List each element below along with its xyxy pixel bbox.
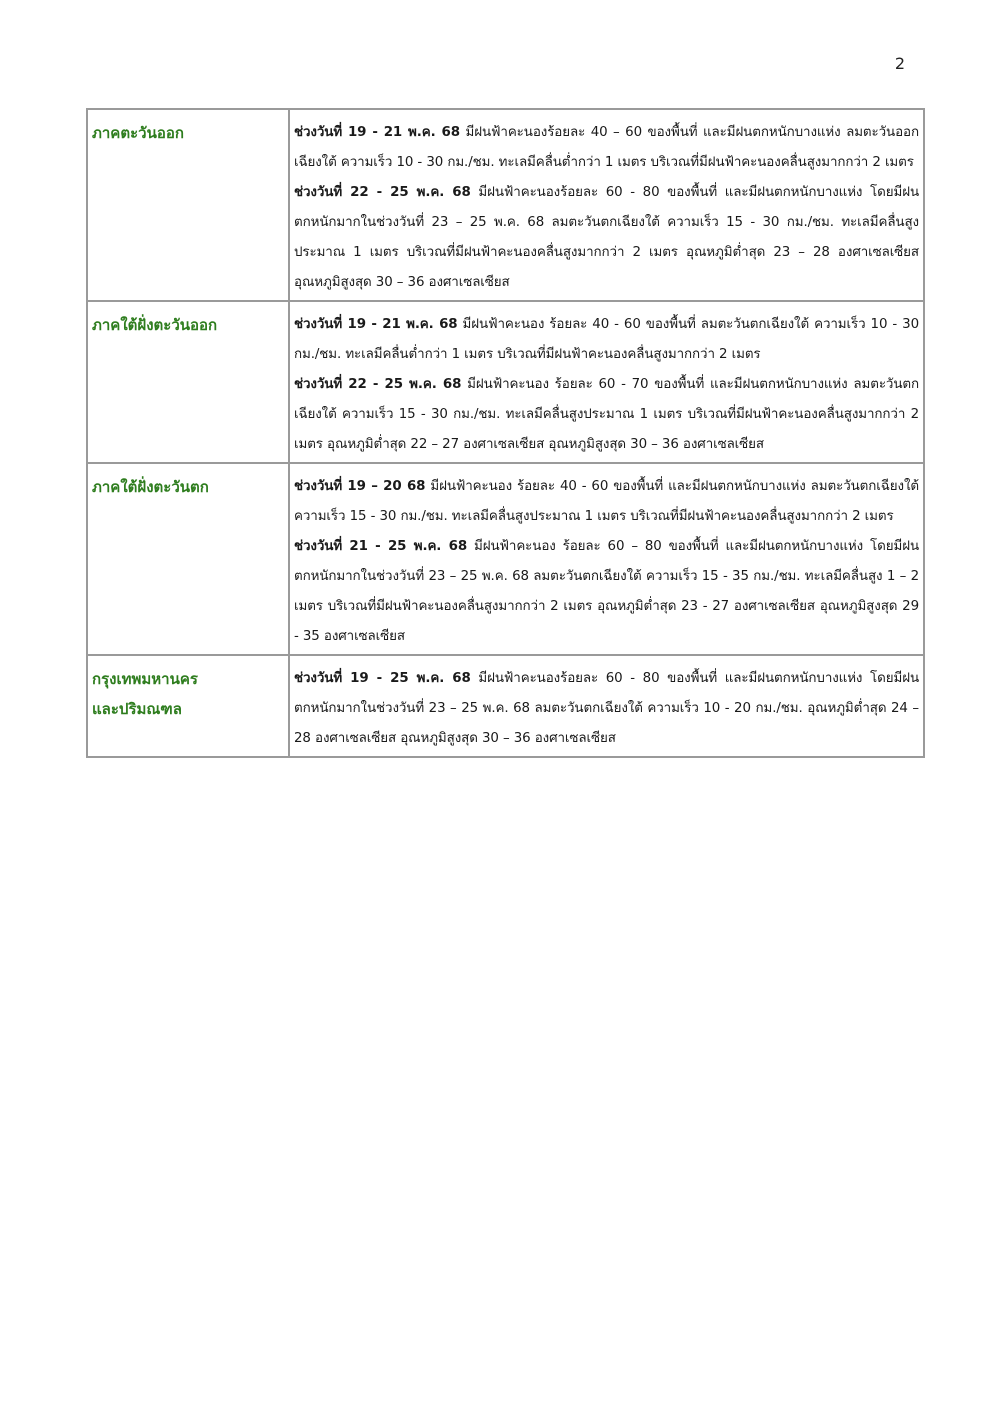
forecast-period	[294, 118, 919, 178]
forecast-cell	[289, 463, 924, 655]
period-text: มีฝนฟ้าคะนองร้อยละ 40 – 60 ของพื้นที่ และมีฝนตกหนักบางแห่ง ลมตะวันออกเฉียงใต้ ความเร็ว 10 - 30 กม./ชม. ทะเลมีคลื่นต่ำกว่า 1 เมตร บริเวณที่มีฝนฟ้าคะนองคลื่นสูงมากกว่า 2 เมตร	[294, 125, 919, 170]
period-label: ช่วงวันที่ 19 – 20 68	[294, 479, 426, 494]
period-label: ช่วงวันที่ 22 - 25 พ.ค. 68	[294, 185, 471, 200]
forecast-table	[86, 108, 925, 758]
period-text: มีฝนฟ้าคะนองร้อยละ 60 - 80 ของพื้นที่ และมีฝนตกหนักบางแห่ง โดยมีฝนตกหนักมากในช่วงวันที่ 23 – 25 พ.ค. 68 ลมตะวันตกเฉียงใต้ ความเร็ว 15 - 30 กม./ชม. ทะเลมีคลื่นสูงประมาณ 1 เมตร บริเวณที่มีฝนฟ้าคะนองคลื่นสูงมากกว่า 2 เมตร อุณหภูมิต่ำสุด 23 – 28 องศาเซลเซียส อุณหภูมิสูงสุด 30 – 36 องศาเซลเซียส	[294, 185, 919, 290]
region-name: ภาคใต้ฝั่งตะวันตก	[92, 478, 209, 496]
period-label: ช่วงวันที่ 22 - 25 พ.ค. 68	[294, 377, 462, 392]
forecast-period	[294, 472, 919, 532]
region-name: ภาคตะวันออก	[92, 124, 184, 142]
forecast-period	[294, 310, 919, 370]
region-cell	[87, 301, 289, 463]
region-cell	[87, 109, 289, 301]
region-cell	[87, 655, 289, 757]
period-text: มีฝนฟ้าคะนอง ร้อยละ 60 – 80 ของพื้นที่ และมีฝนตกหนักบางแห่ง โดยมีฝนตกหนักมากในช่วงวันที่ 23 – 25 พ.ค. 68 ลมตะวันตกเฉียงใต้ ความเร็ว 15 - 35 กม./ชม. ทะเลมีคลื่นสูง 1 – 2 เมตร บริเวณที่มีฝนฟ้าคะนองคลื่นสูงมากกว่า 2 เมตร อุณหภูมิต่ำสุด 23 - 27 องศาเซลเซียส อุณหภูมิสูงสุด 29 - 35 องศาเซลเซียส	[294, 539, 919, 644]
forecast-period	[294, 532, 919, 652]
forecast-cell	[289, 109, 924, 301]
period-label: ช่วงวันที่ 19 - 21 พ.ค. 68	[294, 317, 458, 332]
period-label: ช่วงวันที่ 21 - 25 พ.ค. 68	[294, 539, 468, 554]
forecast-period	[294, 178, 919, 298]
period-text: มีฝนฟ้าคะนอง ร้อยละ 40 - 60 ของพื้นที่ ลมตะวันตกเฉียงใต้ ความเร็ว 10 - 30 กม./ชม. ทะเลมีคลื่นต่ำกว่า 1 เมตร บริเวณที่มีฝนฟ้าคะนองคลื่นสูงมากกว่า 2 เมตร	[294, 317, 919, 362]
region-name: และปริมณฑล	[92, 700, 182, 718]
period-text: มีฝนฟ้าคะนองร้อยละ 60 - 80 ของพื้นที่ และมีฝนตกหนักบางแห่ง โดยมีฝนตกหนักมากในช่วงวันที่ 23 – 25 พ.ค. 68 ลมตะวันตกเฉียงใต้ ความเร็ว 10 - 20 กม./ชม. อุณหภูมิต่ำสุด 24 – 28 องศาเซลเซียส อุณหภูมิสูงสุด 30 – 36 องศาเซลเซียส	[294, 671, 919, 746]
table-row	[87, 463, 924, 655]
region-name: กรุงเทพมหานคร	[92, 670, 198, 688]
period-text: มีฝนฟ้าคะนอง ร้อยละ 60 - 70 ของพื้นที่ และมีฝนตกหนักบางแห่ง ลมตะวันตกเฉียงใต้ ความเร็ว 15 - 30 กม./ชม. ทะเลมีคลื่นสูงประมาณ 1 เมตร บริเวณที่มีฝนฟ้าคะนองคลื่นสูงมากกว่า 2 เมตร อุณหภูมิต่ำสุด 22 – 27 องศาเซลเซียส อุณหภูมิสูงสุด 30 – 36 องศาเซลเซียส	[294, 377, 919, 452]
table-row	[87, 301, 924, 463]
region-cell	[87, 463, 289, 655]
page-number: 2	[894, 54, 905, 73]
period-label: ช่วงวันที่ 19 - 21 พ.ค. 68	[294, 125, 460, 140]
period-label: ช่วงวันที่ 19 - 25 พ.ค. 68	[294, 671, 471, 686]
forecast-period	[294, 664, 919, 754]
table-row	[87, 655, 924, 757]
period-text: มีฝนฟ้าคะนอง ร้อยละ 40 - 60 ของพื้นที่ และมีฝนตกหนักบางแห่ง ลมตะวันตกเฉียงใต้ ความเร็ว 15 - 30 กม./ชม. ทะเลมีคลื่นสูงประมาณ 1 เมตร บริเวณที่มีฝนฟ้าคะนองคลื่นสูงมากกว่า 2 เมตร	[294, 479, 919, 524]
forecast-cell	[289, 655, 924, 757]
region-name: ภาคใต้ฝั่งตะวันออก	[92, 316, 218, 334]
forecast-cell	[289, 301, 924, 463]
table-row	[87, 109, 924, 301]
forecast-period	[294, 370, 919, 460]
